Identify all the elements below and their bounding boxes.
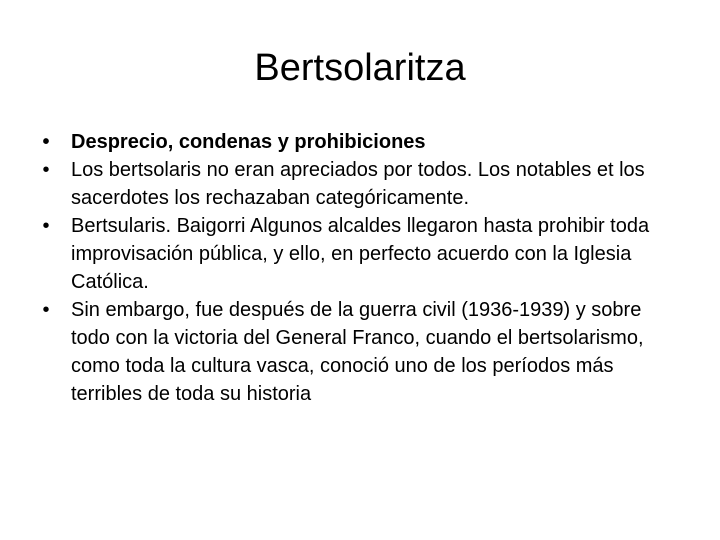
bullet-icon: • <box>42 215 50 237</box>
bullet-text: Los bertsolaris no eran apreciados por todos. Los notables et los sacerdotes los rechazaban categóricamente. <box>71 159 645 209</box>
bullet-text: Desprecio, condenas y prohibiciones <box>71 131 426 153</box>
bullet-item <box>36 156 676 212</box>
bullet-icon: • <box>42 159 50 181</box>
bullet-item <box>36 212 676 296</box>
bullet-item <box>36 128 676 156</box>
bullet-list <box>36 128 676 408</box>
bullet-text: Sin embargo, fue después de la guerra civil (1936-1939) y sobre todo con la victoria del General Franco, cuando el bertsolarismo, como toda la cultura vasca, conoció uno de los períodos más terribles de toda su historia <box>71 299 644 405</box>
bullet-text: Bertsularis. Baigorri Algunos alcaldes llegaron hasta prohibir toda improvisación pública, y ello, en perfecto acuerdo con la Iglesia Católica. <box>71 215 650 293</box>
slide-title: Bertsolaritza <box>254 47 466 89</box>
bullet-icon: • <box>42 299 50 321</box>
bullet-item <box>36 296 676 408</box>
bullet-icon: • <box>42 131 50 153</box>
